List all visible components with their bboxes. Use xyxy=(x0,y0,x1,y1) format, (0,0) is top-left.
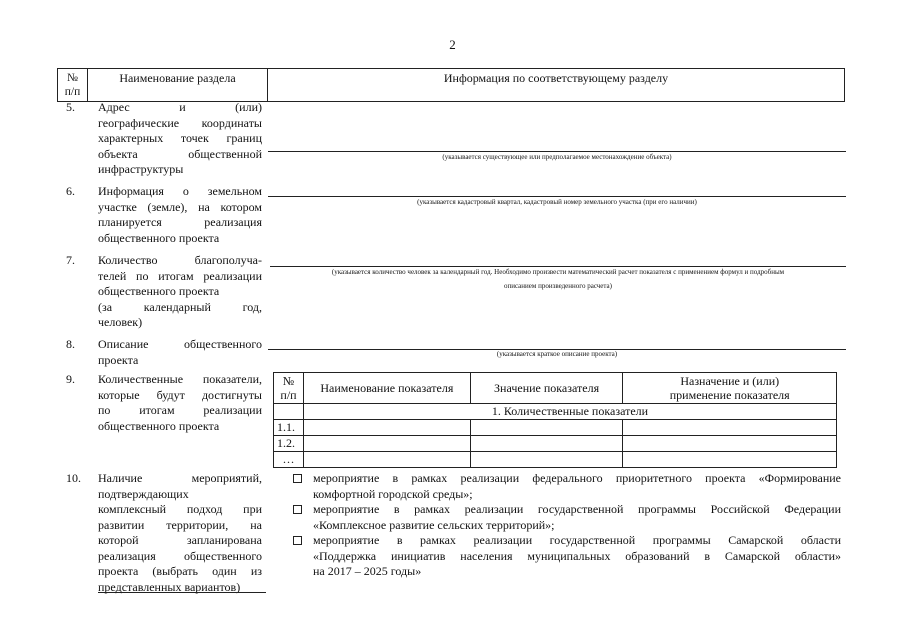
option-text xyxy=(313,502,841,533)
row-10-line: реализация общественного xyxy=(98,548,262,563)
option-text xyxy=(313,533,841,580)
indicators-section-row xyxy=(274,404,837,420)
indicator-purpose-cell[interactable] xyxy=(623,452,837,468)
header-col-section-name: Наименование раздела xyxy=(88,69,268,101)
option-line: комфортной городской среды»; xyxy=(313,486,473,501)
indicator-value-cell[interactable] xyxy=(470,420,623,436)
row-5-line: инфраструктуры xyxy=(98,162,184,176)
indicator-purpose-cell[interactable] xyxy=(623,436,837,452)
indicators-section-title: 1. Количественные показатели xyxy=(303,404,836,420)
row-10-number: 10. xyxy=(66,471,81,485)
table-header xyxy=(57,68,845,102)
row-8-name xyxy=(98,337,262,368)
row-10-name xyxy=(98,471,262,595)
row-5-hint: (указывается существующее или предполагаемое местонахождение объекта) xyxy=(442,153,672,161)
indicators-header-name: Наименование показателя xyxy=(303,373,470,404)
indicator-value-cell[interactable] xyxy=(470,452,623,468)
indicator-name-cell[interactable] xyxy=(303,452,470,468)
header-col-info: Информация по соответствующему разделу xyxy=(268,69,845,101)
option-line: на 2017 – 2025 годы» xyxy=(313,564,422,578)
checkbox-icon[interactable] xyxy=(293,505,302,514)
table-row xyxy=(274,452,837,468)
row-5-line: географические координаты xyxy=(98,115,262,130)
row-7-line: человек) xyxy=(98,315,143,329)
row-6-line: участке (земле), на котором xyxy=(98,199,262,214)
row-5-line: характерных точек границ xyxy=(98,131,262,145)
row-6-hint: (указывается кадастровый квартал, кадастровый номер земельного участка (при его наличии) xyxy=(417,198,697,206)
option-line: мероприятие в рамках реализации государственной программы Самарской области xyxy=(313,533,841,547)
option-line: мероприятие в рамках реализации федерального приоритетного проекта «Формирование xyxy=(313,471,841,485)
indicator-name-cell[interactable] xyxy=(303,436,470,452)
table-row xyxy=(274,420,837,436)
row-6-number: 6. xyxy=(66,184,75,198)
indicator-row-number: … xyxy=(274,452,304,468)
row-5-line: Адрес и (или) xyxy=(98,100,262,114)
row-9-line: общественного проекта xyxy=(98,418,220,433)
row-10-line: развитии территории, на xyxy=(98,517,262,532)
row-10-line: которой запланирована xyxy=(98,533,262,547)
row-5-number: 5. xyxy=(66,100,75,114)
indicators-header-value: Значение показателя xyxy=(470,373,623,404)
option-line: «Поддержка инициатив населения муниципальных образований в Самарской области» xyxy=(313,548,841,563)
row-6-fill-line[interactable] xyxy=(268,196,846,197)
row-7-fill-line[interactable] xyxy=(270,266,846,267)
row-5-fill-line[interactable] xyxy=(268,151,846,152)
row-7-hint-line-1: (указывается количество человек за календарный год. Необходимо произвести математический расчет показателя с применением формул и подробным xyxy=(331,268,785,276)
table-row xyxy=(274,436,837,452)
indicators-table xyxy=(273,372,837,468)
row-10-line: Наличие мероприятий, xyxy=(98,471,262,485)
row-10-line: представленных вариантов) xyxy=(98,579,241,594)
row-5-name xyxy=(98,100,262,178)
row-9-number: 9. xyxy=(66,372,75,386)
header-number-sign: № xyxy=(67,72,78,84)
indicator-name-cell[interactable] xyxy=(303,420,470,436)
page-number: 2 xyxy=(449,37,456,52)
row-7-line: телей по итогам реализации xyxy=(98,268,262,283)
indicators-header-row xyxy=(274,373,837,404)
indicator-row-number: 1.2. xyxy=(274,436,304,452)
indicator-row-number: 1.1. xyxy=(274,420,304,436)
row-8-number: 8. xyxy=(66,337,75,351)
header-col-number xyxy=(57,69,88,101)
row-7-line: Количество благополуча- xyxy=(98,253,262,267)
row-10-line: комплексный подход при xyxy=(98,502,262,516)
row-10-line: подтверждающих xyxy=(98,486,189,501)
indicators-header-purpose: Назначение и (или) применение показателя xyxy=(623,373,837,404)
header-number-abbr: п/п xyxy=(64,86,81,98)
row-7-number: 7. xyxy=(66,253,75,267)
row-6-line: общественного проекта xyxy=(98,230,220,245)
indicators-header-number: № п/п xyxy=(274,373,304,404)
indicators-section-blank xyxy=(274,404,304,420)
row-10-line: проекта (выбрать один из xyxy=(98,564,262,578)
checkbox-icon[interactable] xyxy=(293,474,302,483)
row-8-line: Описание общественного xyxy=(98,337,262,351)
row-6-name xyxy=(98,184,262,246)
option-line: «Комплексное развитие сельских территорий»; xyxy=(313,517,555,532)
indicator-value-cell[interactable] xyxy=(470,436,623,452)
option-text xyxy=(313,471,841,502)
option-line: мероприятие в рамках реализации государственной программы Российской Федерации xyxy=(313,502,841,516)
row-7-hint-line-2: описанием произведенного расчета) xyxy=(504,282,612,290)
row-8-line: проекта xyxy=(98,352,139,367)
row-7-line: (за календарный год, xyxy=(98,299,262,314)
row-9-line: которые будут достигнуты xyxy=(98,387,262,402)
checkbox-icon[interactable] xyxy=(293,536,302,545)
row-8-hint: (указывается краткое описание проекта) xyxy=(496,350,618,358)
row-9-line: Количественные показатели, xyxy=(98,372,262,386)
row-5-line: объекта общественной xyxy=(98,146,262,161)
indicator-purpose-cell[interactable] xyxy=(623,420,837,436)
row-10-underline xyxy=(98,592,266,593)
row-7-name xyxy=(98,253,262,331)
row-6-line: Информация о земельном xyxy=(98,184,262,198)
row-7-line: общественного проекта xyxy=(98,284,220,298)
row-6-line: планируется реализация xyxy=(98,215,262,229)
row-9-line: по итогам реализации xyxy=(98,403,262,417)
row-9-name xyxy=(98,372,262,434)
